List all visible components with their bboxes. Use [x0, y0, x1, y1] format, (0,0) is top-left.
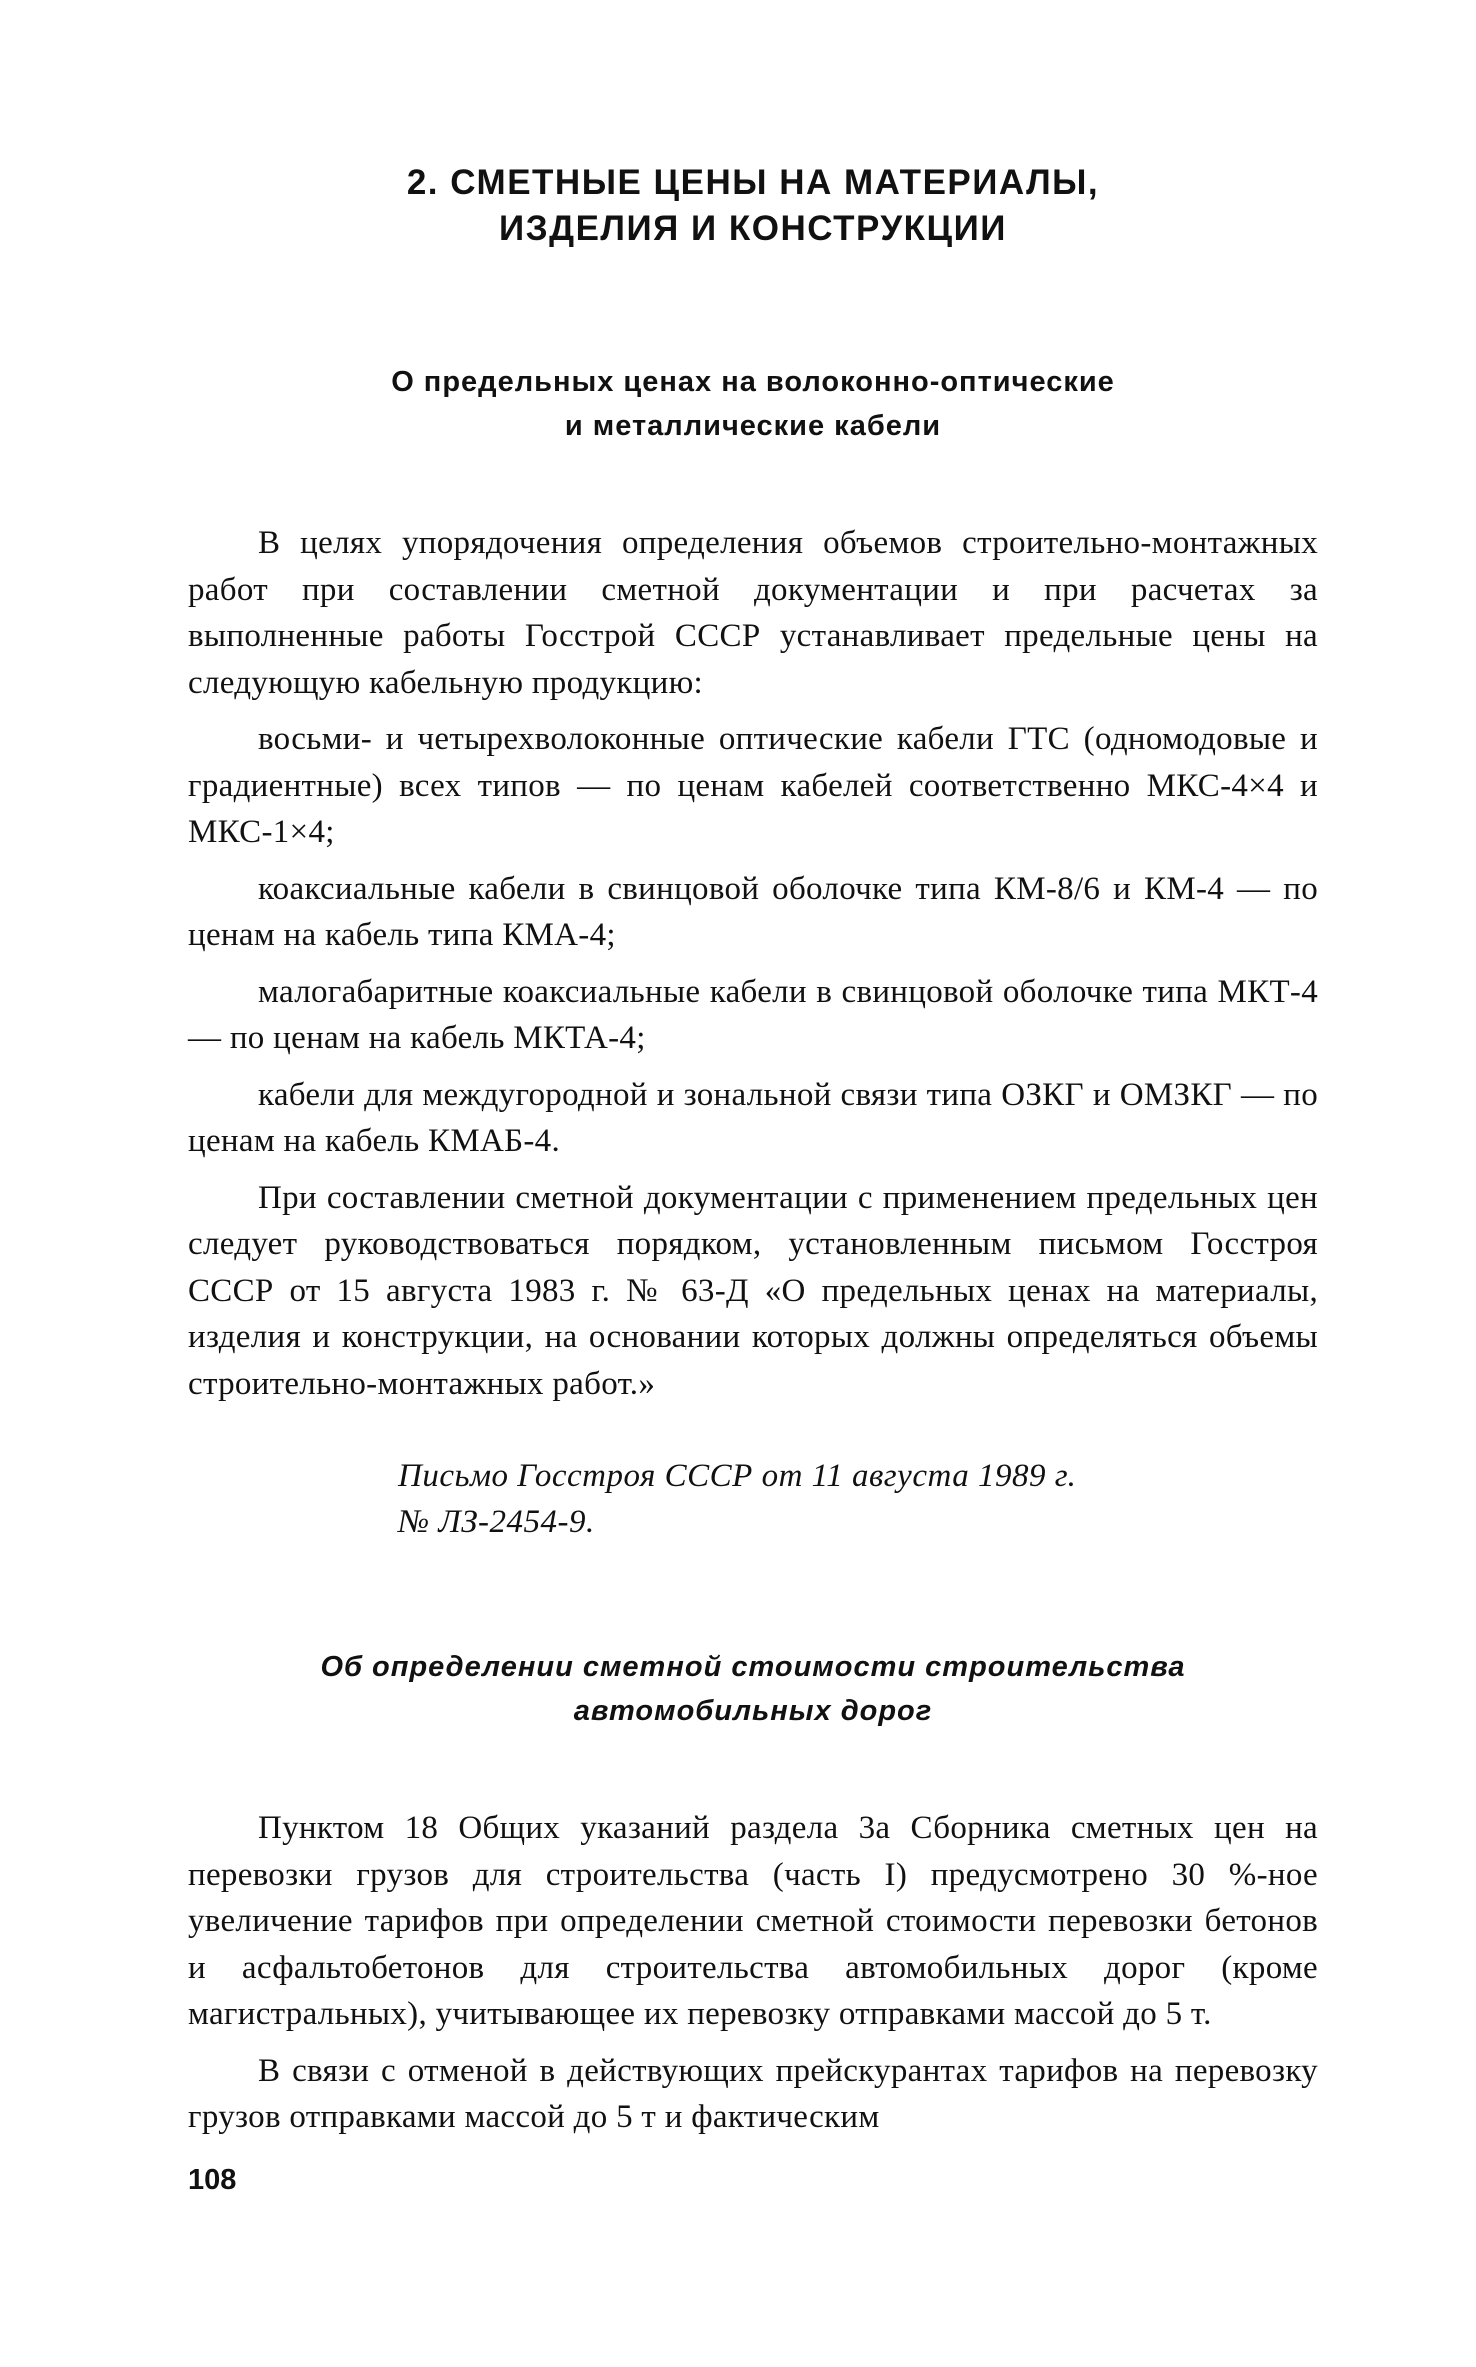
- section-1-title-line-1: О предельных ценах на волоконно-оптические: [391, 366, 1115, 398]
- paragraph: В целях упорядочения определения объемов строительно-монтажных работ при составлении сметной документации и при расчетах за выполненные работы Госстрой СССР устанавливает предельные цены на следующую кабельную продукцию:: [188, 525, 1318, 701]
- paragraph: кабели для междугородной и зональной связи типа ОЗКГ и ОМЗКГ — по ценам на кабель КМАБ-4.: [188, 1076, 1318, 1159]
- chapter-title-line-2: ИЗДЕЛИЯ И КОНСТРУКЦИИ: [499, 209, 1007, 248]
- signature-line-1: Письмо Госстроя СССР от 11 августа 1989 г.: [398, 1458, 1077, 1494]
- paragraph: При составлении сметной документации с применением предельных цен следует руководствоваться порядком, установленным письмом Госстроя СССР от 15 августа 1983 г. № 63-Д «О предельных ценах на материалы, изделия и конструкции, на основании которых должны определяться объемы строительно-монтажных работ.»: [188, 1179, 1318, 1402]
- paragraph: коаксиальные кабели в свинцовой оболочке типа КМ-8/6 и КМ-4 — по ценам на кабель типа КМА-4;: [188, 870, 1318, 953]
- section-2-title-line-2: автомобильных дорог: [573, 1695, 933, 1727]
- chapter-title-line-1: 2. СМЕТНЫЕ ЦЕНЫ НА МАТЕРИАЛЫ,: [406, 163, 1100, 202]
- section-2-title-line-1: Об определении сметной стоимости строительства: [320, 1651, 1186, 1683]
- section-1-title: [188, 360, 1318, 448]
- chapter-title: [188, 160, 1318, 252]
- signature: [188, 1453, 1318, 1545]
- document-page: [188, 160, 1318, 2151]
- paragraph: Пунктом 18 Общих указаний раздела 3а Сборника сметных цен на перевозки грузов для строительства (часть I) предусмотрено 30 %-ное увеличение тарифов при определении сметной стоимости перевозки бетонов и асфальтобетонов для строительства автомобильных дорог (кроме магистральных), учитывающее их перевозку отправками массой до 5 т.: [188, 1810, 1318, 2032]
- section-1-title-line-2: и металлические кабели: [564, 410, 942, 442]
- paragraph: малогабаритные коаксиальные кабели в свинцовой оболочке типа МКТ-4 — по ценам на кабель МКТА-4;: [188, 973, 1318, 1056]
- signature-line-2: № ЛЗ-2454-9.: [398, 1504, 595, 1540]
- paragraph: В связи с отменой в действующих прейскурантах тарифов на перевозку грузов отправками массой до 5 т и фактическим: [188, 2052, 1318, 2135]
- paragraph: восьми- и четырехволоконные оптические кабели ГТС (одномодовые и градиентные) всех типов — по ценам кабелей соответственно МКС-4×4 и МКС-1×4;: [188, 721, 1318, 850]
- page-number: 108: [188, 2164, 237, 2196]
- section-2-body: [188, 1805, 1318, 2141]
- section-1-body: [188, 520, 1318, 1407]
- section-2-title: [188, 1645, 1318, 1733]
